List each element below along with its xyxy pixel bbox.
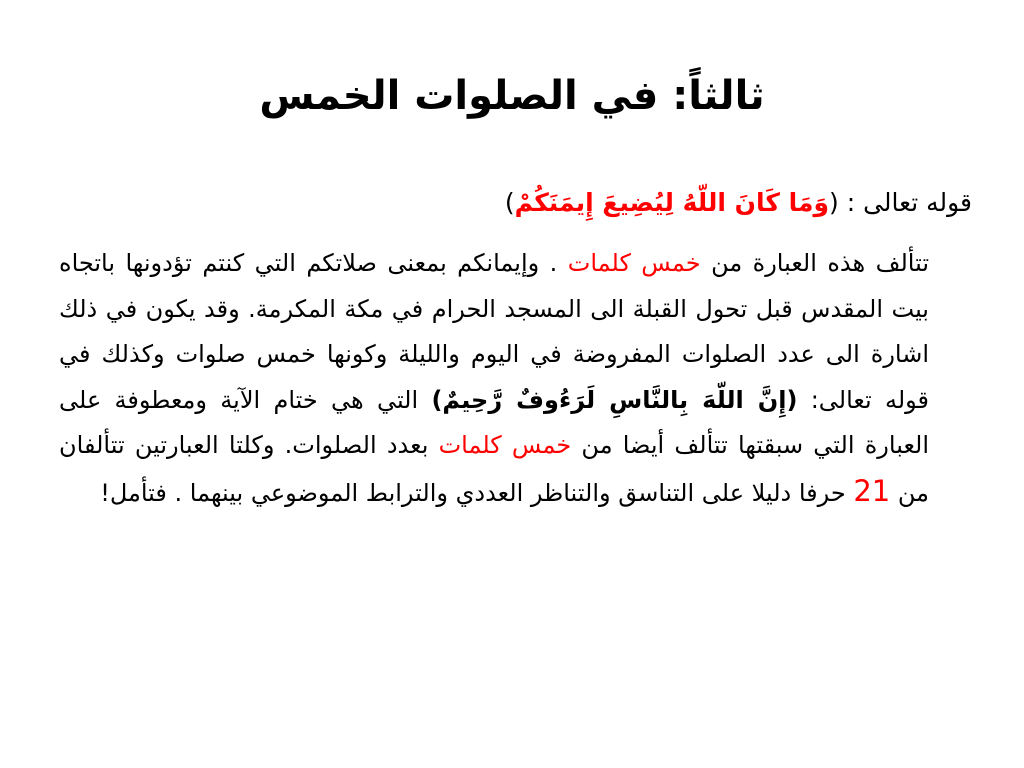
verse-quote: وَمَا كَانَ اللّهُ لِيُضِيعَ إِيمَنَكُمْ [514, 188, 829, 217]
highlight-five-words-2: خمس كلمات [438, 431, 572, 459]
paragraph-text-5: حرفا دليلا على التناسق والتناظر العددي والترابط الموضوعي بينهما . فتأمل! [100, 478, 854, 507]
paragraph-text-4: بعدد الصلوات. وكلتا العبارتين تتألفان من [59, 431, 929, 507]
verse-intro-line [52, 180, 972, 226]
paragraph-text-1: تتألف هذه العبارة من [700, 249, 929, 277]
explanation-paragraph [59, 241, 929, 516]
letter-count-number: 21 [853, 473, 891, 508]
highlight-five-words-1: خمس كلمات [567, 249, 701, 277]
verse-quote-2: (إِنَّ اللّهَ بِالنَّاسِ لَرَءُوفٌ رَّحِيمٌ) [431, 385, 798, 414]
paragraph-text-3: التي هي ختام الآية ومعطوفة على العبارة التي سبقتها تتألف أيضا من [59, 385, 929, 459]
slide-title: ثالثاً: في الصلوات الخمس [259, 73, 765, 119]
verse-intro-suffix: ) [504, 188, 515, 217]
paragraph-text-2: . وإيمانكم بمعنى صلاتكم التي كنتم تؤدونها باتجاه بيت المقدس قبل تحول القبلة الى المسجد الحرام في مكة المكرمة. وقد يكون في ذلك اشارة الى عدد الصلوات المفروضة في اليوم والليلة وكونها خمس صلوات وكذلك في قوله تعالى: [59, 249, 930, 414]
verse-intro-prefix: قوله تعالى : ( [829, 188, 972, 217]
